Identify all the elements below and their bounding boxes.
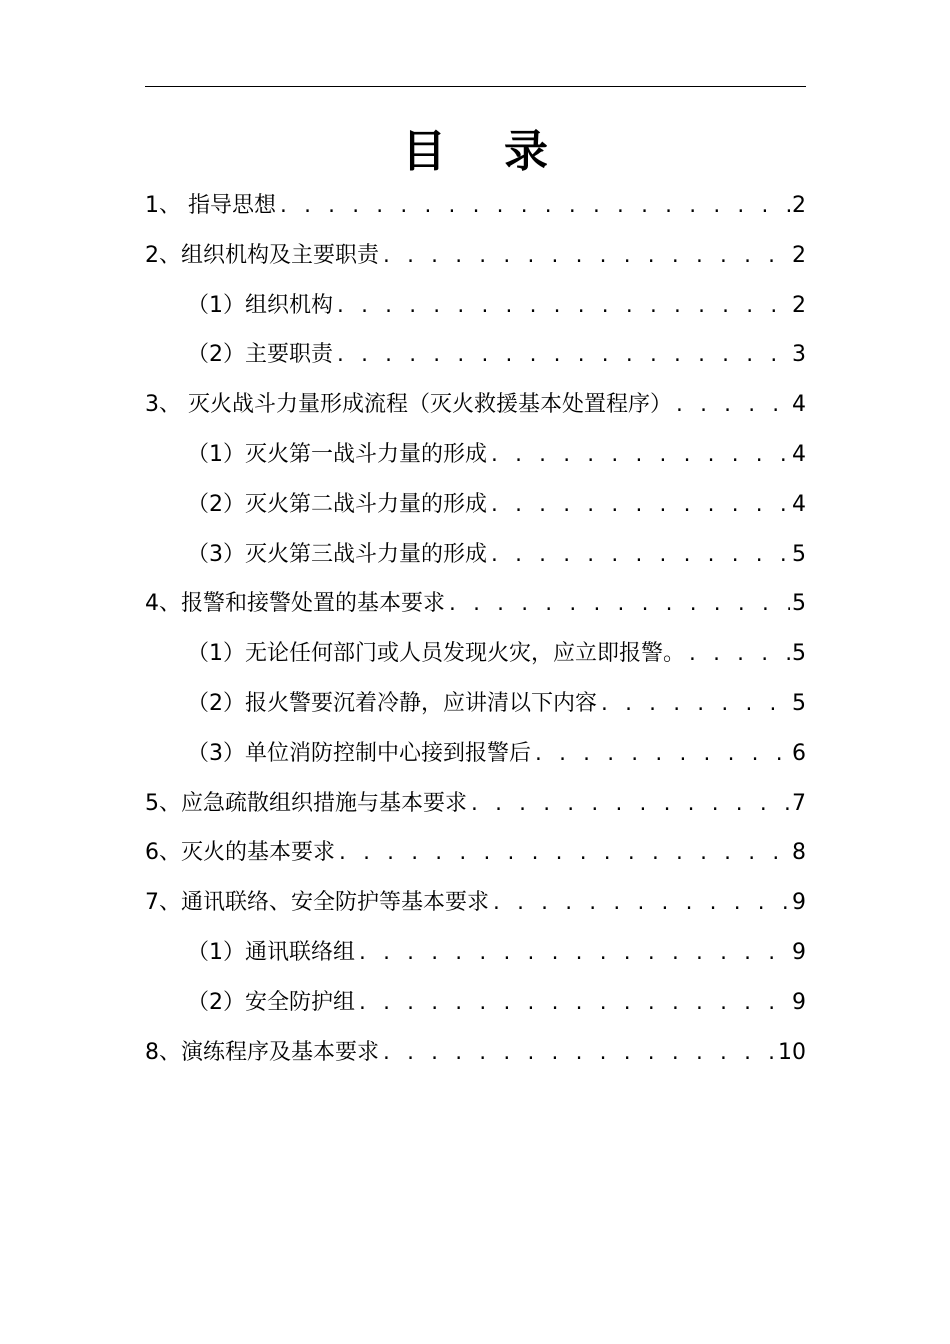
- toc-entry-page-number: 2: [792, 193, 806, 218]
- toc-entry[interactable]: [145, 181, 806, 231]
- toc-entry-label: 5、应急疏散组织措施与基本要求: [145, 790, 467, 816]
- toc-entry-label: （2）主要职责: [187, 342, 333, 368]
- toc-dot-leader: [357, 979, 790, 1029]
- toc-entry[interactable]: [145, 530, 806, 580]
- toc-entry-page-number: 5: [792, 641, 806, 667]
- toc-entry-label: （3）单位消防控制中心接到报警后: [187, 740, 531, 766]
- toc-entry[interactable]: [145, 978, 806, 1028]
- toc-entry[interactable]: [145, 480, 806, 530]
- toc-entry-label: （2）灭火第二战斗力量的形成: [187, 491, 487, 517]
- toc-entry[interactable]: [145, 629, 806, 679]
- toc-dot-leader: [337, 829, 790, 879]
- toc-dot-leader: [489, 531, 790, 581]
- toc-entry-label: 7、通讯联络、安全防护等基本要求: [145, 890, 489, 916]
- toc-entry[interactable]: [145, 579, 806, 629]
- toc-entry-page-number: 4: [792, 392, 806, 418]
- toc-entry-page-number: 4: [792, 491, 806, 517]
- toc-entry-label: 3、 灭火战斗力量形成流程（灭火救援基本处置程序）: [145, 392, 672, 418]
- toc-dot-leader: [687, 630, 790, 680]
- toc-dot-leader: [599, 680, 790, 730]
- toc-dot-leader: [674, 381, 790, 431]
- toc-entry[interactable]: [145, 281, 806, 331]
- title-char-2: 录: [504, 126, 548, 177]
- toc-entry-label: （2）报火警要沉着冷静，应讲清以下内容: [187, 690, 597, 716]
- toc-entry-label: 2、组织机构及主要职责: [145, 242, 379, 268]
- toc-entry-page-number: 7: [792, 790, 806, 816]
- page-title: [0, 124, 950, 180]
- toc-entry-label: 4、报警和接警处置的基本要求: [145, 591, 445, 617]
- toc-entry[interactable]: [145, 828, 806, 878]
- toc-dot-leader: [381, 232, 790, 282]
- toc-dot-leader: [381, 1029, 776, 1079]
- toc-dot-leader: [489, 431, 790, 481]
- toc-entry-page-number: 9: [792, 989, 806, 1015]
- toc-entry[interactable]: [145, 380, 806, 430]
- toc-dot-leader: [357, 929, 790, 979]
- toc-entry-page-number: 5: [792, 591, 806, 617]
- toc-dot-leader: [447, 580, 790, 630]
- toc-entry-page-number: 3: [792, 342, 806, 368]
- toc-dot-leader: [491, 879, 790, 929]
- toc-entry-label: 1、 指导思想: [145, 193, 276, 218]
- toc-entry-page-number: 5: [792, 541, 806, 567]
- toc-entry-page-number: 2: [792, 242, 806, 268]
- toc-entry-page-number: 4: [792, 441, 806, 467]
- toc-entry[interactable]: [145, 779, 806, 829]
- toc-entry-label: （3）灭火第三战斗力量的形成: [187, 541, 487, 567]
- toc-dot-leader: [489, 481, 790, 531]
- toc-entry[interactable]: [145, 1028, 806, 1078]
- toc-dot-leader: [335, 282, 790, 332]
- toc-entry[interactable]: [145, 330, 806, 380]
- table-of-contents: [145, 181, 806, 1077]
- toc-entry[interactable]: [145, 878, 806, 928]
- toc-entry[interactable]: [145, 729, 806, 779]
- toc-entry-page-number: 2: [792, 292, 806, 318]
- toc-entry-label: （2）安全防护组: [187, 989, 355, 1015]
- toc-entry-label: 6、灭火的基本要求: [145, 840, 335, 866]
- toc-entry-page-number: 8: [792, 840, 806, 866]
- toc-dot-leader: [335, 331, 790, 381]
- toc-entry-label: （1）通讯联络组: [187, 939, 355, 965]
- toc-dot-leader: [278, 182, 790, 232]
- toc-entry[interactable]: [145, 231, 806, 281]
- toc-entry-label: （1）组织机构: [187, 292, 333, 318]
- title-char-1: 目: [402, 126, 446, 177]
- toc-entry-page-number: 6: [792, 740, 806, 766]
- toc-entry-label: 8、演练程序及基本要求: [145, 1039, 379, 1065]
- toc-entry[interactable]: [145, 679, 806, 729]
- toc-entry-page-number: 10: [778, 1039, 806, 1065]
- toc-entry[interactable]: [145, 928, 806, 978]
- toc-entry-page-number: 9: [792, 939, 806, 965]
- toc-dot-leader: [469, 780, 790, 830]
- toc-dot-leader: [533, 730, 790, 780]
- toc-entry[interactable]: [145, 430, 806, 480]
- toc-entry-label: （1）灭火第一战斗力量的形成: [187, 441, 487, 467]
- header-rule: [145, 86, 806, 87]
- toc-entry-label: （1）无论任何部门或人员发现火灾，应立即报警。: [187, 641, 685, 667]
- toc-entry-page-number: 5: [792, 690, 806, 716]
- toc-entry-page-number: 9: [792, 890, 806, 916]
